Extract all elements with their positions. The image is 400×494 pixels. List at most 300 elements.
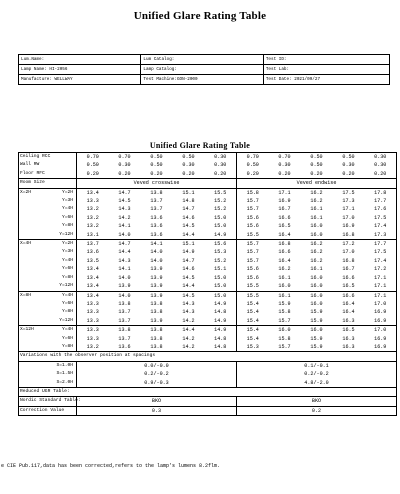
test-lab-label: Test Lab: xyxy=(265,67,290,72)
ugr-value: 14.2 xyxy=(173,317,205,326)
lum-catalog-cell xyxy=(141,55,263,65)
ugr-value: 13.6 xyxy=(150,214,163,221)
reflectance-value: 0.50 xyxy=(77,161,109,169)
ugr-value: 15.6 xyxy=(214,241,227,248)
ugr-value: 13.7 xyxy=(150,206,163,213)
variation-spacing-label: S=1.5H xyxy=(56,371,74,377)
ugr-value: 13.1 xyxy=(77,231,109,240)
ugr-row xyxy=(19,257,397,265)
ugr-value: 15.0 xyxy=(214,223,227,230)
ugr-row xyxy=(19,214,397,222)
ugr-value: 13.7 xyxy=(118,335,131,342)
test-date-value: 2021/09/27 xyxy=(294,77,321,82)
ugr-value: 13.3 xyxy=(77,300,109,308)
manufacture-label: Manufacture: xyxy=(21,77,52,82)
variations-header xyxy=(19,352,397,361)
ugr-value: 16.7 xyxy=(342,266,355,273)
reflectance-value: 0.30 xyxy=(214,162,227,169)
ugr-value: 15.6 xyxy=(237,222,269,230)
ugr-value: 14.5 xyxy=(118,198,131,205)
ugr-value: 15.7 xyxy=(269,343,301,352)
ugr-value: 16.2 xyxy=(310,249,323,256)
ugr-value: 16.1 xyxy=(310,214,323,221)
lamp-catalog-label: Lamp Catalog: xyxy=(143,67,177,72)
room-x-label xyxy=(19,257,43,265)
ugr-value: 17.3 xyxy=(365,231,397,240)
reflectance-value: 0.30 xyxy=(182,162,195,169)
test-machine-label: Test Machine: xyxy=(143,77,177,82)
lum-catalog-label: Lum Catalog: xyxy=(143,57,175,62)
reflectance-value: 0.50 xyxy=(173,153,205,162)
ugr-value: 15.9 xyxy=(278,300,291,307)
ugr-value: 16.0 xyxy=(301,282,333,291)
lum-name-label: Lum.Name: xyxy=(21,57,45,62)
ugr-value: 16.3 xyxy=(333,317,365,326)
ugr-value: 16.7 xyxy=(278,206,291,213)
room-x-label: X=8H xyxy=(20,292,32,298)
ugr-value: 16.9 xyxy=(374,335,387,342)
ugr-value: 17.2 xyxy=(342,241,355,248)
ugr-value: 14.4 xyxy=(118,249,131,256)
room-y-label: Y=2H xyxy=(61,241,74,247)
reflectance-value: 0.20 xyxy=(269,170,301,179)
ugr-value: 14.8 xyxy=(214,335,227,342)
viewed-endwise-label: Veved endwise xyxy=(237,179,397,188)
ugr-value: 14.3 xyxy=(118,206,131,213)
ugr-value: 16.5 xyxy=(278,223,291,230)
ugr-value: 16.8 xyxy=(342,257,355,264)
ugr-value: 15.8 xyxy=(278,309,291,316)
ugr-value: 14.4 xyxy=(173,282,205,291)
ugr-value: 16.8 xyxy=(278,241,291,248)
reflectance-value: 0.20 xyxy=(365,170,397,179)
ugr-value: 16.6 xyxy=(278,249,291,256)
ugr-value: 15.4 xyxy=(237,335,269,343)
ugr-value: 14.0 xyxy=(150,249,163,256)
ugr-value: 17.1 xyxy=(365,282,397,291)
info-row xyxy=(19,75,390,85)
ugr-value: 16.1 xyxy=(278,274,291,281)
ugr-value: 13.4 xyxy=(77,265,109,273)
reflectance-row xyxy=(19,170,397,179)
room-x-label xyxy=(19,205,43,213)
room-x-label xyxy=(19,222,43,230)
ugr-value: 13.6 xyxy=(150,223,163,230)
ugr-table xyxy=(18,152,397,416)
reflectance-row xyxy=(19,153,397,162)
room-y-label: Y=12H xyxy=(43,317,77,326)
lum-name-cell xyxy=(19,55,141,65)
ugr-value: 14.4 xyxy=(182,327,195,334)
ugr-row xyxy=(19,231,397,240)
ugr-value: 13.9 xyxy=(150,266,163,273)
room-y-label: Y=8H xyxy=(61,274,74,280)
ugr-value: 17.7 xyxy=(374,241,387,248)
ugr-row xyxy=(19,282,397,291)
reflectance-value: 0.50 xyxy=(310,162,323,169)
ugr-value: 15.1 xyxy=(182,189,195,196)
reflectance-label: Wall RW xyxy=(20,162,40,168)
ugr-value: 16.9 xyxy=(342,223,355,230)
room-x-label xyxy=(19,300,43,308)
room-x-label xyxy=(19,317,43,326)
ugr-value: 14.9 xyxy=(182,249,195,256)
reflectance-value: 0.50 xyxy=(141,153,173,162)
lamp-info-table xyxy=(18,54,390,85)
ugr-value: 16.4 xyxy=(269,231,301,240)
manufacture-value: WELLWAY xyxy=(54,77,73,82)
ugr-row xyxy=(19,343,397,352)
reflectance-value: 0.30 xyxy=(374,162,387,169)
ugr-row xyxy=(19,205,397,213)
ugr-value: 17.5 xyxy=(342,189,355,196)
test-date-label: Test Date: xyxy=(265,77,292,82)
ugr-value: 14.2 xyxy=(182,335,195,342)
ugr-value: 16.3 xyxy=(342,335,355,342)
ugr-value: 15.0 xyxy=(214,214,227,221)
ugr-row xyxy=(19,308,397,316)
ugr-value: 17.0 xyxy=(374,327,387,334)
ugr-value: 14.1 xyxy=(118,223,131,230)
manufacture-cell xyxy=(19,75,141,85)
ugr-value: 17.1 xyxy=(374,274,387,281)
ugr-value: 13.8 xyxy=(118,327,131,334)
ugr-row xyxy=(19,300,397,308)
reflectance-label: Floor RFC xyxy=(19,170,77,179)
ugr-value: 14.5 xyxy=(182,292,195,299)
ugr-value: 16.2 xyxy=(278,266,291,273)
room-x-label: X=12H xyxy=(20,327,34,333)
test-id-cell xyxy=(263,55,389,65)
ugr-value: 17.0 xyxy=(374,300,387,307)
ugr-value: 16.2 xyxy=(310,241,323,248)
ugr-value: 17.8 xyxy=(374,189,387,196)
ugr-value: 13.8 xyxy=(150,327,163,334)
ugr-value: 15.5 xyxy=(237,231,269,240)
ugr-row xyxy=(19,265,397,273)
ugr-value: 15.5 xyxy=(237,291,269,300)
ugr-value: 13.9 xyxy=(141,282,173,291)
ugr-value: 17.5 xyxy=(374,214,387,221)
nordic-standard-label: Nordic Standard Table: xyxy=(19,397,77,406)
room-x-label xyxy=(19,248,43,256)
ugr-value: 13.6 xyxy=(109,343,141,352)
reflectance-value: 0.20 xyxy=(237,170,269,179)
variation-row xyxy=(19,370,397,378)
lamp-name-value: HI-2056 xyxy=(49,67,68,72)
ugr-value: 16.2 xyxy=(310,198,323,205)
nordic-standard-row xyxy=(19,397,397,406)
ugr-value: 16.8 xyxy=(333,231,365,240)
ugr-value: 15.4 xyxy=(237,317,269,326)
ugr-value: 15.9 xyxy=(301,343,333,352)
reflectance-value: 0.20 xyxy=(141,170,173,179)
ugr-value: 13.3 xyxy=(77,335,109,343)
reflectance-label: Ceiling RCC xyxy=(19,153,77,162)
ugr-value: 13.6 xyxy=(141,231,173,240)
reflectance-value: 0.30 xyxy=(278,162,291,169)
room-y-label: Y=6H xyxy=(61,300,74,306)
ugr-value: 14.7 xyxy=(118,241,131,248)
ugr-value: 13.3 xyxy=(77,317,109,326)
ugr-row xyxy=(19,335,397,343)
ugr-value: 17.6 xyxy=(374,206,387,213)
ugr-value: 14.9 xyxy=(205,231,237,240)
ugr-value: 15.2 xyxy=(214,257,227,264)
variation-spacing-label: S=2.0H xyxy=(19,379,77,388)
ugr-value: 17.2 xyxy=(374,266,387,273)
ugr-value: 14.4 xyxy=(173,231,205,240)
reflectance-value: 0.50 xyxy=(150,162,163,169)
ugr-value: 16.5 xyxy=(333,282,365,291)
reflectance-value: 0.20 xyxy=(333,170,365,179)
ugr-value: 13.3 xyxy=(77,308,109,316)
lamp-name-label: Lamp Name: xyxy=(21,67,47,72)
ugr-value: 13.2 xyxy=(77,343,109,352)
reflectance-value: 0.70 xyxy=(109,153,141,162)
reflectance-value: 0.20 xyxy=(77,170,109,179)
ugr-value: 14.3 xyxy=(118,257,131,264)
ugr-value: 13.9 xyxy=(150,292,163,299)
room-x-label: X=4H xyxy=(20,241,32,247)
ugr-value: 14.5 xyxy=(182,274,195,281)
ugr-value: 13.7 xyxy=(150,198,163,205)
ugr-value: 15.7 xyxy=(237,240,269,249)
ugr-value: 13.8 xyxy=(118,300,131,307)
room-y-label: Y=4H xyxy=(61,206,74,212)
room-y-label: Y=6H xyxy=(61,214,74,220)
ugr-value: 13.6 xyxy=(77,248,109,256)
ugr-value: 15.7 xyxy=(237,257,269,265)
ugr-row xyxy=(19,317,397,326)
ugr-value: 13.2 xyxy=(77,205,109,213)
ugr-value: 15.9 xyxy=(301,317,333,326)
ugr-value: 13.9 xyxy=(141,317,173,326)
room-y-label: Y=3H xyxy=(61,198,74,204)
ugr-value: 15.2 xyxy=(214,198,227,205)
ugr-row xyxy=(19,188,397,197)
ugr-value: 14.8 xyxy=(214,309,227,316)
info-row xyxy=(19,55,390,65)
room-y-label: Y=6H xyxy=(61,335,74,341)
viewed-crosswise-label: Veved crosswise xyxy=(77,179,237,188)
reflectance-value: 0.30 xyxy=(205,153,237,162)
ugr-value: 14.7 xyxy=(182,206,195,213)
room-y-label: Y=2H xyxy=(61,189,74,195)
ugr-row xyxy=(19,291,397,300)
room-y-label: Y=4H xyxy=(61,327,74,333)
ugr-value: 15.6 xyxy=(237,214,269,222)
ugr-value: 14.1 xyxy=(118,266,131,273)
ugr-value: 15.6 xyxy=(237,274,269,282)
ugr-value: 15.9 xyxy=(310,309,323,316)
ugr-value: 16.5 xyxy=(342,327,355,334)
ugr-value: 16.1 xyxy=(310,206,323,213)
correction-endwise-value: 0.2 xyxy=(237,406,397,415)
ugr-value: 13.5 xyxy=(77,257,109,265)
nordic-crosswise-value: BKO xyxy=(77,397,237,406)
ugr-value: 15.1 xyxy=(182,241,195,248)
ugr-row xyxy=(19,240,397,249)
ugr-value: 15.7 xyxy=(237,197,269,205)
ugr-value: 17.5 xyxy=(374,249,387,256)
ugr-value: 16.0 xyxy=(278,327,291,334)
ugr-value: 13.2 xyxy=(77,222,109,230)
ugr-value: 16.6 xyxy=(278,214,291,221)
ugr-value: 16.4 xyxy=(342,309,355,316)
ugr-value: 16.0 xyxy=(310,292,323,299)
reduced-ugr-row xyxy=(19,387,397,396)
ugr-value: 13.7 xyxy=(77,240,109,249)
ugr-value: 16.3 xyxy=(333,343,365,352)
ugr-value: 14.9 xyxy=(205,317,237,326)
ugr-value: 17.4 xyxy=(374,223,387,230)
ugr-value: 14.8 xyxy=(205,343,237,352)
reflectance-value: 0.50 xyxy=(301,153,333,162)
room-x-label xyxy=(19,308,43,316)
lamp-catalog-cell xyxy=(141,65,263,75)
ugr-value: 14.3 xyxy=(182,309,195,316)
ugr-value: 14.2 xyxy=(173,343,205,352)
room-x-label xyxy=(19,282,43,291)
ugr-value: 16.2 xyxy=(310,257,323,264)
ugr-value: 17.1 xyxy=(278,189,291,196)
ugr-value: 15.0 xyxy=(214,292,227,299)
ugr-value: 17.1 xyxy=(374,292,387,299)
ugr-value: 14.0 xyxy=(109,231,141,240)
test-lab-cell xyxy=(263,65,389,75)
reflectance-value: 0.50 xyxy=(333,153,365,162)
ugr-value: 13.8 xyxy=(150,335,163,342)
test-machine-value: GON-2000 xyxy=(176,77,198,82)
reduced-ugr-label: Reduced UGR Table: xyxy=(19,387,397,396)
ugr-value: 15.1 xyxy=(214,266,227,273)
ugr-value: 13.4 xyxy=(77,188,109,197)
correction-row xyxy=(19,406,397,415)
ugr-value: 13.4 xyxy=(77,282,109,291)
ugr-value: 13.8 xyxy=(150,300,163,307)
ugr-value: 14.0 xyxy=(118,292,131,299)
room-x-label: X=2H xyxy=(20,189,32,195)
ugr-value: 14.6 xyxy=(182,266,195,273)
ugr-value: 13.2 xyxy=(77,214,109,222)
ugr-value: 13.4 xyxy=(77,274,109,282)
ugr-value: 15.4 xyxy=(237,326,269,335)
room-size-header xyxy=(19,179,397,188)
room-x-label xyxy=(19,274,43,282)
ugr-value: 16.0 xyxy=(310,327,323,334)
ugr-value: 13.8 xyxy=(150,189,163,196)
ugr-value: 16.9 xyxy=(365,317,397,326)
test-date-cell xyxy=(263,75,389,85)
reflectance-value: 0.30 xyxy=(118,162,131,169)
room-x-label xyxy=(19,335,43,343)
ugr-value: 15.5 xyxy=(214,189,227,196)
room-y-label: Y=3H xyxy=(61,249,74,255)
ugr-value: 14.7 xyxy=(182,257,195,264)
room-y-label: Y=8H xyxy=(43,343,77,352)
room-y-label: Y=8H xyxy=(61,309,74,315)
ugr-value: 15.5 xyxy=(237,282,269,291)
ugr-value: 15.6 xyxy=(237,265,269,273)
ugr-value: 16.0 xyxy=(269,282,301,291)
lamp-name-cell xyxy=(19,65,141,75)
reflectance-value: 0.50 xyxy=(237,161,269,169)
ugr-value: 14.5 xyxy=(182,223,195,230)
ugr-value: 16.0 xyxy=(310,300,323,307)
room-x-label xyxy=(19,265,43,273)
ugr-value: 15.8 xyxy=(278,335,291,342)
ugr-value: 16.4 xyxy=(278,257,291,264)
ugr-value: 13.3 xyxy=(77,326,109,335)
ugr-value: 16.0 xyxy=(310,274,323,281)
ugr-value: 16.9 xyxy=(374,309,387,316)
reflectance-value: 0.20 xyxy=(301,170,333,179)
ugr-value: 17.0 xyxy=(342,249,355,256)
test-id-label: Test ID: xyxy=(265,57,287,62)
ugr-row xyxy=(19,274,397,282)
ugr-row xyxy=(19,248,397,256)
reflectance-value: 0.20 xyxy=(173,170,205,179)
room-y-label: Y=12H xyxy=(43,282,77,291)
variation-spacing-label: S=1.0H xyxy=(56,362,74,368)
ugr-value: 14.2 xyxy=(118,214,131,221)
test-machine-cell xyxy=(141,75,263,85)
ugr-row xyxy=(19,197,397,205)
ugr-value: 15.7 xyxy=(237,205,269,213)
room-x-label xyxy=(19,231,43,240)
reflectance-row xyxy=(19,161,397,169)
variation-endwise-value: 0.2/-0.2 xyxy=(237,370,397,378)
reflectance-value: 0.70 xyxy=(269,153,301,162)
info-row xyxy=(19,65,390,75)
room-x-label xyxy=(19,214,43,222)
ugr-value: 16.9 xyxy=(365,343,397,352)
ugr-value: 15.3 xyxy=(237,343,269,352)
room-x-label xyxy=(19,343,43,352)
reflectance-value: 0.20 xyxy=(109,170,141,179)
ugr-value: 16.2 xyxy=(310,189,323,196)
ugr-value: 13.3 xyxy=(77,197,109,205)
variation-crosswise-value: 0.0/-0.0 xyxy=(77,361,237,370)
reflectance-value: 0.70 xyxy=(77,153,109,162)
variation-endwise-value: 4.8/-2.0 xyxy=(237,379,397,388)
ugr-value: 17.7 xyxy=(374,198,387,205)
ugr-row xyxy=(19,326,397,335)
ugr-value: 17.3 xyxy=(342,198,355,205)
ugr-value: 15.7 xyxy=(237,248,269,256)
room-y-label: Y=4H xyxy=(61,292,74,298)
footnote: e CIE Pub.117,data has been corrected,refers to the lamp's lumens 8.2flm. xyxy=(1,463,221,469)
ugr-value: 13.7 xyxy=(109,317,141,326)
reflectance-value: 0.20 xyxy=(205,170,237,179)
ugr-value: 16.9 xyxy=(278,198,291,205)
ugr-value: 15.9 xyxy=(310,335,323,342)
ugr-value: 14.0 xyxy=(118,274,131,281)
nordic-endwise-value: BKO xyxy=(237,397,397,406)
ugr-value: 14.3 xyxy=(182,300,195,307)
room-size-label: Room Size xyxy=(19,179,77,188)
ugr-value: 15.4 xyxy=(237,300,269,308)
variation-row xyxy=(19,379,397,388)
ugr-value: 16.1 xyxy=(278,292,291,299)
variation-crosswise-value: 0.9/-0.3 xyxy=(77,379,237,388)
ugr-value: 14.8 xyxy=(182,198,195,205)
ugr-value: 14.9 xyxy=(214,300,227,307)
ugr-value: 15.2 xyxy=(214,206,227,213)
ugr-value: 17.0 xyxy=(342,214,355,221)
ugr-value: 16.6 xyxy=(342,274,355,281)
